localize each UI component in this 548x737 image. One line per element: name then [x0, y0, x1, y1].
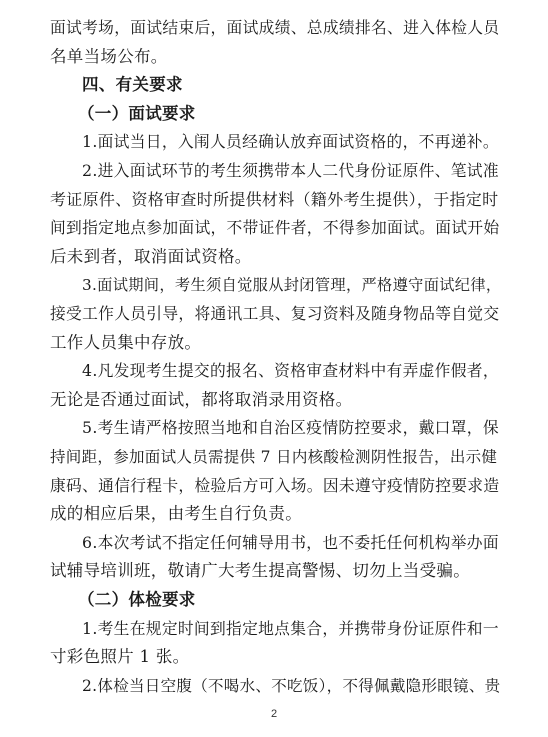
paragraph-line: 1.考生在规定时间到指定地点集合，并携带身份证原件和一	[82, 618, 499, 638]
paragraph-line: 接受工作人员引导，将通讯工具、复习资料及随身物品等自觉交	[50, 304, 500, 323]
page-number: 2	[270, 708, 278, 721]
paragraph-line: 5.考生请严格按照当地和自治区疫情防控要求，戴口罩，保	[82, 418, 499, 438]
paragraph-line: 寸彩色照片 1 张。	[50, 647, 190, 667]
paragraph-line: 4.凡发现考生提交的报名、资格审查材料中有弄虚作假者，	[82, 361, 499, 381]
paragraph-line: 面试考场，面试结束后，面试成绩、总成绩排名、进入体检人员	[50, 18, 500, 37]
subsection-heading: （一）面试要求	[78, 103, 196, 123]
paragraph-line: 考证原件、资格审查时所提供材料（籍外考生提供），于指定时	[50, 189, 499, 209]
paragraph-line: 间到指定地点参加面试，不带证件者，不得参加面试。面试开始	[50, 218, 500, 238]
paragraph-line: 6.本次考试不指定任何辅导用书，也不委托任何机构举办面	[82, 532, 499, 552]
paragraph-line: 2.体检当日空腹（不喝水、不吃饭），不得佩戴隐形眼镜、贵	[82, 676, 501, 695]
paragraph-line: 工作人员集中存放。	[50, 332, 202, 352]
paragraph-line: 后未到者，取消面试资格。	[50, 246, 252, 266]
subsection-heading: （二）体检要求	[78, 590, 196, 609]
paragraph-line: 持间距，参加面试人员需提供 7 日内核酸检测阴性报告，出示健	[50, 448, 498, 466]
paragraph-line: 2.进入面试环节的考生须携带本人二代身份证原件、笔试准	[82, 161, 499, 180]
paragraph-line: 试辅导培训班，敬请广大考生提高警惕、切勿上当受骗。	[50, 561, 470, 581]
section-heading: 四、有关要求	[82, 75, 183, 95]
paragraph-line: 1.面试当日，入闱人员经确认放弃面试资格的，不再递补。	[82, 132, 499, 152]
paragraph-line: 康码、通信行程卡，检验后方可入场。因未遵守疫情防控要求造	[50, 475, 500, 495]
paragraph-line: 成的相应后果，由考生自行负责。	[50, 504, 302, 524]
paragraph-line: 名单当场公布。	[50, 46, 168, 66]
paragraph-line: 无论是否通过面试，都将取消录用资格。	[50, 389, 353, 409]
paragraph-line: 3.面试期间，考生须自觉服从封闭管理，严格遵守面试纪律，	[82, 276, 502, 295]
